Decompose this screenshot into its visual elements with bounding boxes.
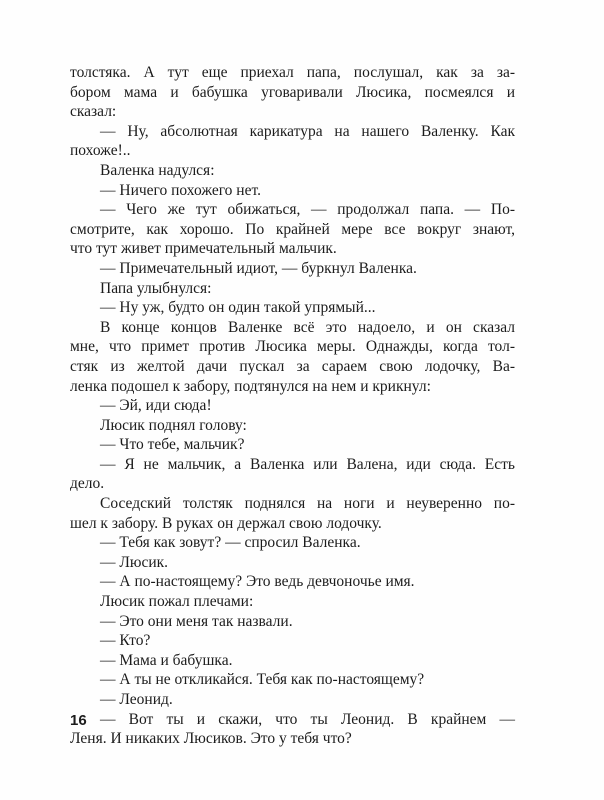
text-line: бором мама и бабушка уговаривали Люсика, посмеялся и [70,83,515,101]
text-line: Соседский толстяк поднялся на ноги и неуверенно по- [100,495,515,513]
text-line: — Ничего похожего нет. [100,181,261,199]
text-line: В конце концов Валенке всё это надоело, и он сказал [100,318,515,336]
text-line: Леня. И никаких Люсиков. Это у тебя что? [70,730,352,748]
text-line: шел к забору. В руках он держал свою лодочку. [70,514,382,532]
text-line: — Ну, абсолютная карикатура на нашего Валенку. Как [100,122,515,140]
text-line: Люсик пожал плечами: [100,593,254,611]
text-line: — Тебя как зовут? — спросил Валенка. [100,534,361,552]
text-line: — Я не мальчик, а Валенка или Валена, иди сюда. Есть [100,455,515,473]
text-line: — Примечательный идиот, — буркнул Валенка. [100,259,417,277]
text-line: смотрите, как хорошо. По крайней мере все вокруг знают, [70,220,515,238]
text-line: похоже!.. [70,142,131,160]
page-number: 16 [70,712,87,729]
text-line: стяк из желтой дачи пускал за сараем свою лодочку, Ва- [70,357,515,375]
text-line: что тут живет примечательный мальчик. [70,240,337,258]
text-line: Люсик поднял голову: [100,416,247,434]
text-line: — Леонид. [100,691,173,708]
text-line: — Люсик. [100,553,169,571]
text-line: — Кто? [100,632,151,650]
text-line: — Чего же тут обижаться, — продолжал папа. — По- [100,201,515,219]
text-line: сказал: [70,103,117,121]
text-line: — Это они меня так назвали. [100,612,293,630]
text-line: — А по-настоящему? Это ведь девчоночье имя. [100,573,415,591]
text-line: Валенка надулся: [100,161,215,179]
text-line: — Мама и бабушка. [100,651,233,669]
text-line: мне, что примет против Люсика меры. Однажды, когда тол- [70,338,515,356]
text-line: — А ты не откликайся. Тебя как по-настоящему? [100,671,425,689]
text-line: Папа улыбнулся: [100,279,212,297]
text-line: ленка подошел к забору, подтянулся на нем и крикнул: [70,377,431,395]
text-line: — Ну уж, будто он один такой упрямый... [100,299,376,317]
text-line: — Что тебе, мальчик? [100,436,245,454]
text-line: дело. [70,475,105,493]
text-line: — Вот ты и скажи, что ты Леонид. В крайнем — [100,710,515,728]
text-line: толстяка. А тут еще приехал папа, послушал, как за за- [70,64,515,81]
text-line: — Эй, иди сюда! [100,397,212,415]
page-text [70,63,515,749]
